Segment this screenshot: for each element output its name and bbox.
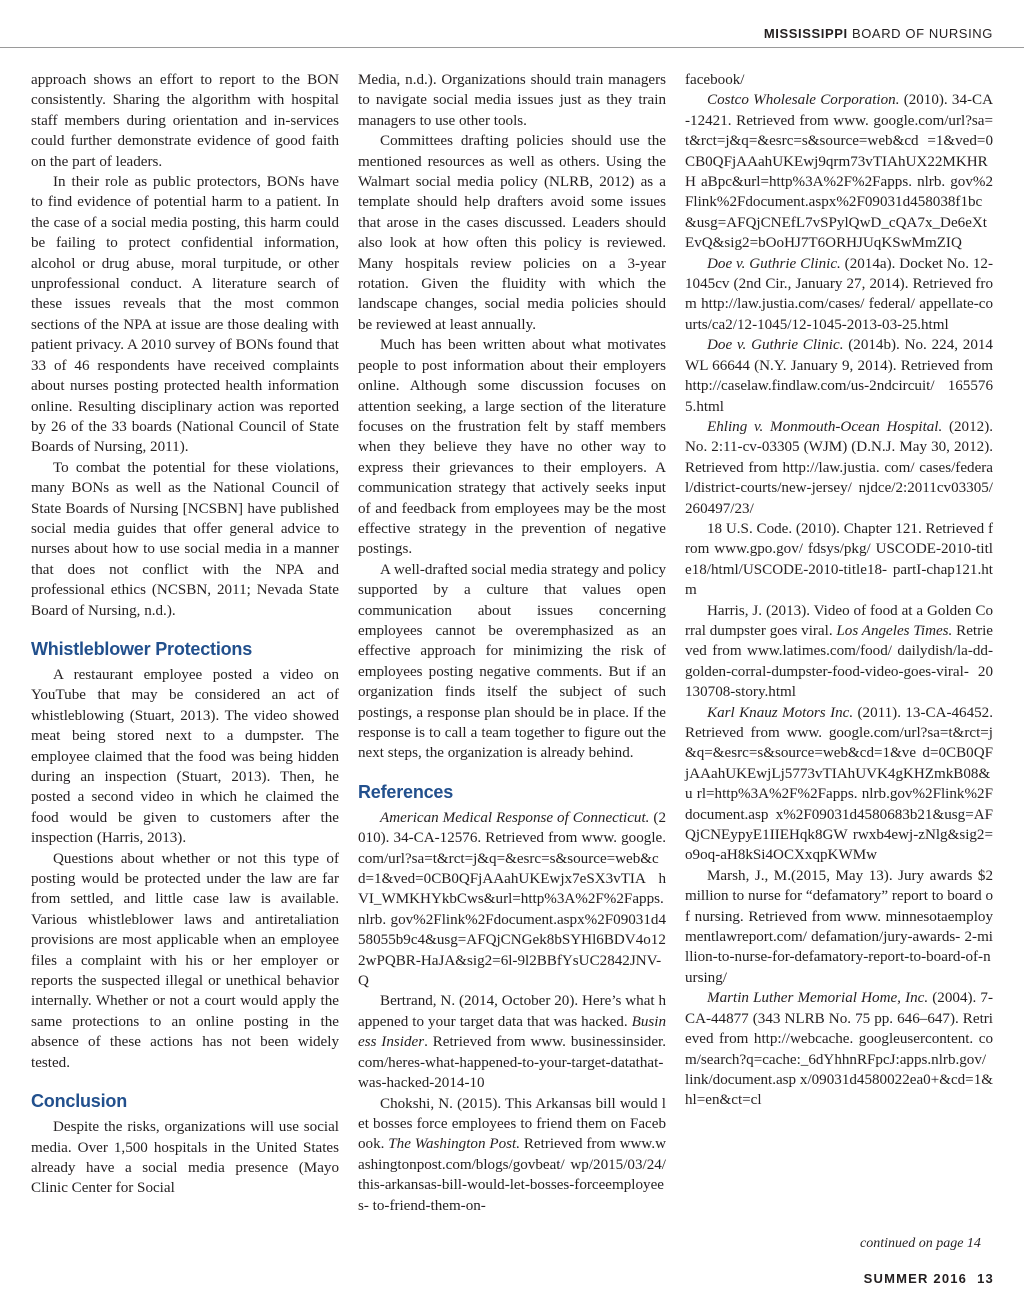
reference-title: American Medical Response of Connecticut. [380, 809, 650, 826]
reference-entry: American Medical Response of Connecticut. (2010). 34-CA-12576. Retrieved from www. google.com/url?sa=t&rct=j&q=&esrc=s&source=web&cd=1&ved=0CB0QFjAAahUKEwjx7eSX3vTIA hVI_WMKHYkbCws&url=http%3A%2F%2Fapps.nlrb. gov%2Flink%2Fdocument.aspx%2F09031d458055b9c4&usg=AFQjCNGek8bSYHl6BDV4o122wPQBR-HaJA&sig2=6l-9l2BBfYsUC2842JNV-Q [358, 809, 666, 990]
page-number: 13 [977, 1271, 994, 1286]
continued-note: continued on page 14 [860, 1236, 981, 1251]
reference-title: Karl Knauz Motors Inc. [707, 704, 854, 721]
issue-label: SUMMER 2016 [863, 1271, 968, 1286]
reference-title: Ehling v. Monmouth-Ocean Hospital. [707, 418, 943, 435]
reference-entry: Costco Wholesale Corporation. (2010). 34-CA-12421. Retrieved from www. google.com/url?sa=t&rct=j&q=&esrc=s&source=web&cd =1&ved=0CB0QFjAAahUKEwj9qrm73vTIAhUX22MKHRH aBpc&url=http%3A%2F%2Fapps. nlrb. gov%2Flink%2Fdocument.aspx%2F09031d458038f1bc&usg=AFQjCNEfL7vSPylQwD_cQA7x_De6eXtEvQ&sig2=bOoHJ7T6ORHJUqKSwMmZIQ [685, 92, 993, 252]
paragraph: To combat the potential for these violations, many BONs as well as the National Council of State Boards of Nursing [NCSBN] have published social media guides that offer general advice to nurses about how to use social media in a manner that does not conflict with the NPA and professional ethics (NCSBN, 2011; Nevada State Board of Nursing, n.d.). [31, 459, 339, 619]
paragraph: Questions about whether or not this type of posting would be protected under the law are far from settled, and little case law is available. Various whistleblower laws and antiretaliation provisions are most applicable when an employee files a complaint with his or her employer or reports the suspected illegal or unethical behavior internally. Whether or not a court would apply the same protections to an online posting in the absence of these actions has not been widely tested. [31, 850, 339, 1071]
reference-entry: Bertrand, N. (2014, October 20). Here’s what happened to your target data that was hacked. Business Insider. Retrieved from www. businessinsider.com/heres-what-happened-to-your-target-datathat- was-hacked-2014-10 [358, 993, 666, 1092]
header-title-bold: MISSISSIPPI [763, 26, 848, 41]
header-title-rest: BOARD OF NURSING [851, 26, 993, 41]
reference-title: The Washington Post. [388, 1136, 520, 1153]
paragraph: A well-drafted social media strategy and policy supported by a culture that values open communication about issues concerning employees cannot be overemphasized as an effective approach for minimizing the risk of employees posting negative comments. But if an organization finds itself the subject of such postings, a response plan should be in place. If the response is to call a team together to figure out the next steps, the organization is already behind. [358, 561, 666, 762]
paragraph: Committees drafting policies should use the mentioned resources as well as others. Using the Walmart social media policy (NLRB, 2012) as a template should help drafters avoid some issues that arose in the cases discussed. Leaders should also look at how often this policy is reviewed. Many hospitals review policies on a 3-year rotation. Given the fluidity with which the landscape changes, social media policies should be reviewed at least annually. [358, 133, 666, 333]
reference-title: Doe v. Guthrie Clinic. [707, 255, 841, 272]
paragraph: Much has been written about what motivates people to post information about their employers online. Although some discussion focuses on attention seeking, a large section of the literature focuses on the frustration felt by staff members when they believe they have no other way to express their grievances to their employers. A communication strategy that actively seeks input of and feedback from employees may be the most effective strategy in the prevention of negative postings. [358, 337, 666, 558]
column-3 [685, 70, 993, 1111]
paragraph: Despite the risks, organizations will use social media. Over 1,500 hospitals in the United States already have a social media presence (Mayo Clinic Center for Social [31, 1119, 339, 1197]
heading-references: References [358, 781, 454, 802]
reference-entry: Chokshi, N. (2015). This Arkansas bill would let bosses force employees to friend them on Facebook. The Washington Post. Retrieved from www.washingtonpost.com/blogs/govbeat/ wp/2015/03/24/this-arkansas-bill-would-let-bosses-forceemployees- to-friend-them-on- [358, 1095, 666, 1214]
paragraph: A restaurant employee posted a video on YouTube that may be considered an act of whistleblowing (Stuart, 2013). The video showed meat being stored next to a dumpster. The employee claimed that the food was being hidden during an inspection (Stuart, 2013). Then, he posted a second video in which he claimed the food would be given to customers after the inspection (Harris, 2013). [31, 666, 339, 847]
reference-title: Costco Wholesale Corporation. [707, 92, 900, 109]
reference-entry: Marsh, J., M.(2015, May 13). Jury awards $2 million to nurse for “defamatory” report to board of nursing. Retrieved from www. minnesotaemploymentlawreport.com/ defamation/jury-awards- 2-million-to-nurse-for-defamatory-report-to-board-of-nursing/ [685, 867, 993, 986]
reference-title: Doe v. Guthrie Clinic. [707, 337, 844, 354]
reference-title: Business Insider [358, 1013, 666, 1051]
heading-whistleblower: Whistleblower Protections [31, 638, 253, 659]
paragraph: Media, n.d.). Organizations should train managers to navigate social media issues just as they train managers to use other tools. [358, 72, 666, 129]
column-2 [358, 70, 666, 1216]
reference-title: Martin Luther Memorial Home, Inc. [707, 990, 929, 1007]
reference-entry: 18 U.S. Code. (2010). Chapter 121. Retrieved from www.gpo.gov/ fdsys/pkg/ USCODE-2010-title18/html/USCODE-2010-title18- partI-chap121.htm [685, 520, 993, 599]
column-1 [31, 70, 339, 1199]
reference-entry: Harris, J. (2013). Video of food at a Golden Corral dumpster goes viral. Los Angeles Times. Retrieved from www.latimes.com/food/ dailydish/la-dd-golden-corral-dumpster-food-video-goes-viral- 20130708-story.html [685, 602, 994, 701]
reference-entry: Doe v. Guthrie Clinic. (2014b). No. 224, 2014 WL 66644 (N.Y. January 9, 2014). Retrieved from http://caselaw.findlaw.com/us-2ndcircuit/ 1655765.html [685, 337, 993, 415]
reference-entry: Martin Luther Memorial Home, Inc. (2004). 7-CA-44877 (343 NLRB No. 75 pp. 646–647). Retrieved from http://webcache. googleusercontent. com/search?q=cache:_6dYhhnRFpcJ:apps.nlrb.gov/ link/document.asp x/09031d4580022ea0+&cd=1&hl=en&ct=cl [685, 990, 994, 1109]
page-footer [864, 1271, 994, 1286]
heading-conclusion: Conclusion [31, 1091, 127, 1112]
header-rule [0, 47, 1024, 48]
paragraph: In their role as public protectors, BONs have to find evidence of potential harm to a patient. In the case of a social media posting, this harm could be failing to protect confidential information, alcohol or drug abuse, moral turpitude, or other unprofessional conduct. A literature search of these issues reveals that the most common sections of the NPA at issue are those dealing with patient privacy. A 2010 survey of BONs found that 33 of 46 respondents have received complaints about nurses posting protected health information online. Resulting disciplinary action was reported by 26 of the 33 boards (National Council of State Boards of Nursing, 2011). [31, 174, 339, 456]
reference-entry: Doe v. Guthrie Clinic. (2014a). Docket No. 12-1045cv (2nd Cir., January 27, 2014). Retrieved from http://law.justia.com/cases/ federal/ appellate-courts/ca2/12-1045/12-1045-2013-03-25.html [685, 255, 993, 333]
paragraph: approach shows an effort to report to the BON consistently. Sharing the algorithm with hospital staff members during orientation and in-services could further demonstrate evidence of good faith on the part of leaders. [31, 72, 339, 170]
reference-title: Los Angeles Times. [836, 622, 953, 639]
reference-entry: Karl Knauz Motors Inc. (2011). 13-CA-46452. Retrieved from www. google.com/url?sa=t&rct=j&q=&esrc=s&source=web&cd=1&ve d=0CB0QFjAAahUKEwjLj5773vTIAhUVK4gKHZmkB08&u rl=http%3A%2F%2Fapps. nlrb.gov%2Flink%2Fdocument.asp x%2F09031d4580683b21&usg=AFQjCNEypyE1IIEHqk8GW rwxb4ewj-zNlg&sig2=o9oq-aH8kSi4OCXxqpKWMw [685, 704, 993, 864]
reference-entry: Ehling v. Monmouth-Ocean Hospital. (2012). No. 2:11-cv-03305 (WJM) (D.N.J. May 30, 2012). Retrieved from http://law.justia. com/ cases/federal/district-courts/new-jersey/ njdce/2:2011cv03305/260497/23/ [685, 418, 993, 517]
running-header [764, 26, 993, 41]
reference-continuation: facebook/ [685, 72, 745, 88]
